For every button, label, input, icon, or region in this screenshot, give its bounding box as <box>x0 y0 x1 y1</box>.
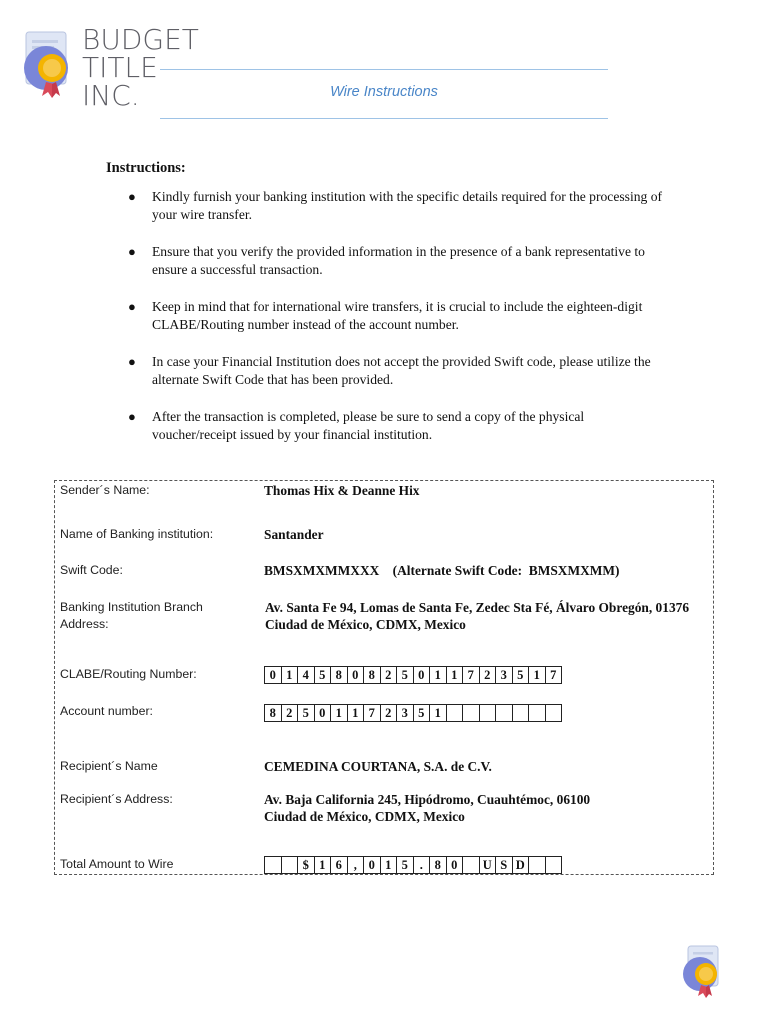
swift-label: Swift Code: <box>60 563 123 577</box>
bank-value: Santander <box>264 527 324 542</box>
logo-badge-icon <box>16 30 78 100</box>
bullet-icon: ● <box>128 189 136 204</box>
digit-cell: 1 <box>429 666 447 684</box>
digit-cell: 5 <box>396 666 414 684</box>
amount-label: Total Amount to Wire <box>60 857 174 871</box>
digit-cell: , <box>347 856 365 874</box>
recipient-label: Recipient´s Name <box>60 759 158 773</box>
digit-cell: 1 <box>380 856 398 874</box>
digit-cell: 1 <box>429 704 447 722</box>
list-item: ● In case your Financial Institution does not accept the provided Swift code, please utilize the alternate Swift Code that has been provided. <box>128 354 651 387</box>
logo-line-3: INC. <box>82 79 140 112</box>
digit-cell: 0 <box>363 856 381 874</box>
digit-cell: 3 <box>396 704 414 722</box>
digit-cell: 7 <box>363 704 381 722</box>
digit-cell: 6 <box>330 856 348 874</box>
header-rule-top <box>160 69 608 70</box>
digit-cell: 0 <box>446 856 464 874</box>
digit-cell <box>528 856 546 874</box>
digit-cell: 5 <box>396 856 414 874</box>
digit-cell: 1 <box>446 666 464 684</box>
digit-cell: 4 <box>297 666 315 684</box>
digit-cell <box>281 856 299 874</box>
digit-cell <box>528 704 546 722</box>
list-item: ● Ensure that you verify the provided information in the presence of a bank representative to ensure a successful transaction. <box>128 244 645 277</box>
digit-cell: 8 <box>429 856 447 874</box>
bullet-icon: ● <box>128 299 136 314</box>
digit-cell: 0 <box>264 666 282 684</box>
digit-cell: . <box>413 856 431 874</box>
digit-cell <box>495 704 513 722</box>
digit-cell <box>545 856 563 874</box>
digit-cell: 1 <box>314 856 332 874</box>
digit-cell: 7 <box>462 666 480 684</box>
sender-value: Thomas Hix & Deanne Hix <box>264 483 420 498</box>
digit-cell: 1 <box>347 704 365 722</box>
list-item: ● Keep in mind that for international wire transfers, it is crucial to include the eighteen-digit CLABE/Routing number instead of the account number. <box>128 299 643 332</box>
digit-cell: 3 <box>495 666 513 684</box>
list-item: ● Kindly furnish your banking institution with the specific details required for the processing of your wire transfer. <box>128 189 663 222</box>
digit-cell: 1 <box>281 666 299 684</box>
digit-cell: 8 <box>330 666 348 684</box>
logo-line-2: TITLE <box>82 51 158 84</box>
digit-cell: 2 <box>479 666 497 684</box>
recipient-address-label: Recipient´s Address: <box>60 792 173 806</box>
digit-cell: 0 <box>347 666 365 684</box>
digit-cell: 1 <box>528 666 546 684</box>
list-item: ● After the transaction is completed, please be sure to send a copy of the physical voucher/receipt issued by your financial institution. <box>128 409 585 442</box>
swift-value: BMSXMXMMXXX (Alternate Swift Code: BMSXMXMM) <box>264 563 620 578</box>
bullet-icon: ● <box>128 409 136 424</box>
recipient-value: CEMEDINA COURTANA, S.A. de C.V. <box>264 759 492 774</box>
digit-cell <box>479 704 497 722</box>
branch-address-value: Av. Santa Fe 94, Lomas de Santa Fe, Zedec Sta Fé, Álvaro Obregón, 01376 Ciudad de México, CDMX, Mexico <box>265 600 690 632</box>
digit-cell: 1 <box>330 704 348 722</box>
digit-cell: 0 <box>413 666 431 684</box>
instructions-heading: Instructions: <box>106 160 186 176</box>
account-label: Account number: <box>60 704 153 718</box>
digit-cell <box>462 704 480 722</box>
account-digits <box>264 704 562 722</box>
digit-cell: 0 <box>314 704 332 722</box>
header-rule-bottom <box>160 118 608 119</box>
bank-label: Name of Banking institution: <box>60 527 214 541</box>
digit-cell <box>545 704 563 722</box>
digit-cell: 8 <box>363 666 381 684</box>
digit-cell: 7 <box>545 666 563 684</box>
digit-cell: 5 <box>512 666 530 684</box>
digit-cell: U <box>479 856 497 874</box>
digit-cell <box>512 704 530 722</box>
digit-cell: 5 <box>297 704 315 722</box>
clabe-label: CLABE/Routing Number: <box>60 667 197 681</box>
digit-cell: D <box>512 856 530 874</box>
digit-cell: 2 <box>380 666 398 684</box>
digit-cell: 5 <box>314 666 332 684</box>
instructions-list <box>128 188 668 463</box>
digit-cell: S <box>495 856 513 874</box>
digit-cell <box>446 704 464 722</box>
digit-cell: 2 <box>281 704 299 722</box>
sender-label: Sender´s Name: <box>60 483 150 497</box>
bullet-icon: ● <box>128 354 136 369</box>
digit-cell: 8 <box>264 704 282 722</box>
clabe-digits <box>264 666 562 684</box>
amount-cells <box>264 856 562 874</box>
digit-cell: $ <box>297 856 315 874</box>
digit-cell <box>264 856 282 874</box>
recipient-address-value: Av. Baja California 245, Hipódromo, Cuauhtémoc, 06100 Ciudad de México, CDMX, Mexico <box>264 792 591 824</box>
bullet-icon: ● <box>128 244 136 259</box>
digit-cell <box>462 856 480 874</box>
footer-badge-icon <box>678 944 728 998</box>
digit-cell: 2 <box>380 704 398 722</box>
digit-cell: 5 <box>413 704 431 722</box>
document-title: Wire Instructions <box>330 84 438 100</box>
branch-address-label: Banking Institution Branch Address: <box>60 600 203 631</box>
logo-line-1: BUDGET <box>82 23 199 56</box>
